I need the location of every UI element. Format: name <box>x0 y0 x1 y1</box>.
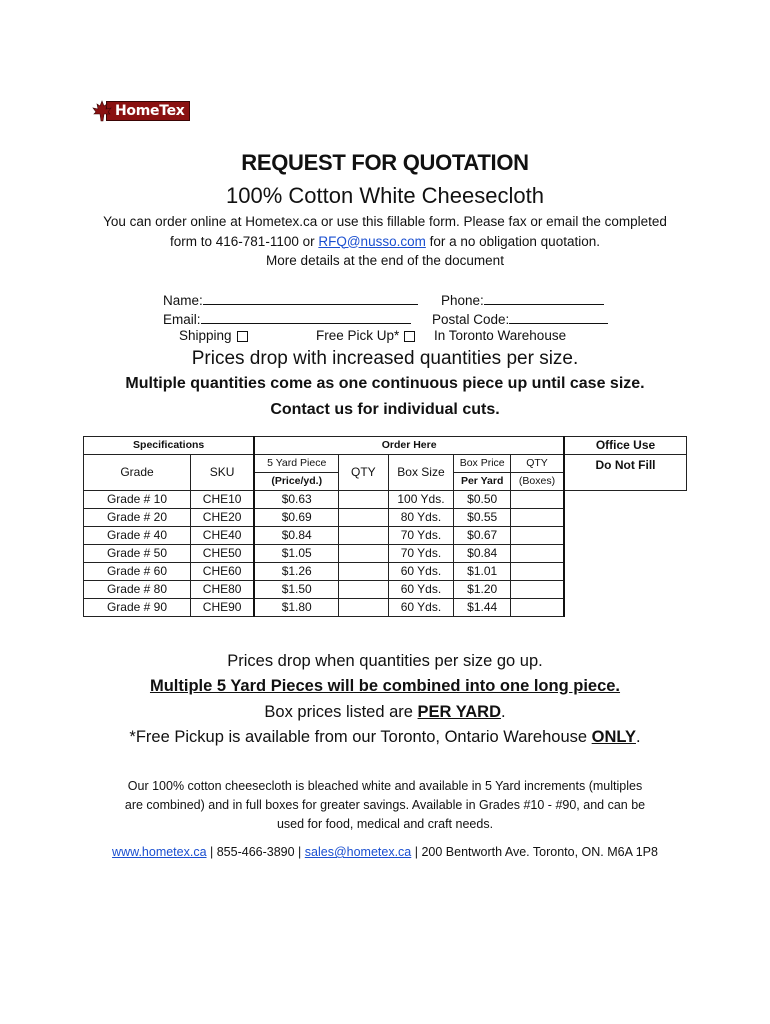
table-row <box>84 509 687 527</box>
free-pickup-suffix: . <box>635 728 641 746</box>
intro-line-3: More details at the end of the document <box>266 253 504 268</box>
maple-leaf-icon <box>92 100 112 122</box>
specifications-header: Specifications <box>84 437 255 455</box>
footer-phone: | 855-466-3890 | <box>206 845 305 859</box>
grade-cell: Grade # 90 <box>84 599 191 617</box>
box-size-cell: 60 Yds. <box>388 563 454 581</box>
grade-cell: Grade # 40 <box>84 527 191 545</box>
price-5yd-cell: $0.84 <box>254 527 338 545</box>
sales-email-link[interactable]: sales@hometex.ca <box>304 845 412 859</box>
pickup-option[interactable] <box>316 328 415 343</box>
grade-cell: Grade # 50 <box>84 545 191 563</box>
table-row <box>84 491 687 509</box>
table-row <box>84 599 687 617</box>
grade-cell: Grade # 10 <box>84 491 191 509</box>
warehouse-label: In Toronto Warehouse <box>434 328 567 343</box>
page-subtitle: 100% Cotton White Cheesecloth <box>226 183 544 208</box>
qty-boxes-input-cell[interactable] <box>510 563 564 581</box>
col-qty-header: QTY <box>339 455 388 491</box>
phone-input-line[interactable] <box>484 290 604 305</box>
qty-input-cell[interactable] <box>339 563 388 581</box>
col-5yd-header: 5 Yard Piece <box>254 455 338 473</box>
sku-cell: CHE90 <box>191 599 255 617</box>
box-size-cell: 60 Yds. <box>388 599 454 617</box>
office-use-cell <box>564 455 686 491</box>
sku-cell: CHE20 <box>191 509 255 527</box>
prices-drop-bottom-note: Prices drop when quantities per size go up. <box>227 652 543 670</box>
email-input-line[interactable] <box>201 309 411 324</box>
footer-contact <box>0 845 770 859</box>
grade-cell: Grade # 80 <box>84 581 191 599</box>
email-label: Email: <box>163 312 201 327</box>
table-body <box>84 491 687 617</box>
table-row <box>84 563 687 581</box>
table-column-header <box>84 455 687 473</box>
description-line-1: Our 100% cotton cheesecloth is bleached white and available in 5 Yard increments (multiples <box>127 779 643 793</box>
price-5yd-cell: $0.63 <box>254 491 338 509</box>
phone-field[interactable] <box>441 290 604 308</box>
box-price-cell: $1.44 <box>454 599 511 617</box>
box-size-cell: 60 Yds. <box>388 581 454 599</box>
shipping-checkbox[interactable] <box>237 331 248 342</box>
qty-boxes-input-cell[interactable] <box>510 545 564 563</box>
description-line-3: used for food, medical and craft needs. <box>276 817 494 831</box>
price-5yd-cell: $0.69 <box>254 509 338 527</box>
contact-note: Contact us for individual cuts. <box>270 401 500 418</box>
box-price-cell: $1.01 <box>454 563 511 581</box>
free-pickup-note <box>0 728 770 747</box>
sku-cell: CHE80 <box>191 581 255 599</box>
col-boxprice-subheader: Per Yard <box>454 473 511 491</box>
box-price-cell: $0.67 <box>454 527 511 545</box>
prices-drop-note: Prices drop with increased quantities per size. <box>191 348 579 369</box>
combined-pieces-note: Multiple 5 Yard Pieces will be combined into one long piece. <box>149 677 621 695</box>
grade-cell: Grade # 20 <box>84 509 191 527</box>
box-price-cell: $0.55 <box>454 509 511 527</box>
sku-cell: CHE40 <box>191 527 255 545</box>
table-row <box>84 527 687 545</box>
box-price-cell: $0.50 <box>454 491 511 509</box>
email-field[interactable] <box>163 309 411 327</box>
office-use-header: Office Use <box>564 437 686 455</box>
box-price-cell: $0.84 <box>454 545 511 563</box>
col-qtyboxes-header: QTY <box>510 455 564 473</box>
col-qtyboxes-subheader: (Boxes) <box>510 473 564 491</box>
box-size-cell: 100 Yds. <box>388 491 454 509</box>
col-boxprice-header: Box Price <box>454 455 511 473</box>
qty-boxes-input-cell[interactable] <box>510 491 564 509</box>
sku-cell: CHE50 <box>191 545 255 563</box>
table-group-header <box>84 437 687 455</box>
intro-text <box>0 212 770 271</box>
intro-line-2-suffix: for a no obligation quotation. <box>425 233 600 249</box>
phone-label: Phone: <box>441 293 484 308</box>
do-not-fill-label: Do Not Fill <box>595 458 656 472</box>
free-pickup-prefix: *Free Pickup is available from our Toronto, Ontario Warehouse <box>129 728 592 746</box>
hometex-logo <box>92 98 190 124</box>
product-description <box>0 777 770 834</box>
table-row <box>84 545 687 563</box>
logo-text: HomeTex <box>106 101 190 121</box>
shipping-option[interactable] <box>179 328 248 343</box>
qty-boxes-input-cell[interactable] <box>510 527 564 545</box>
qty-input-cell[interactable] <box>339 599 388 617</box>
postal-field[interactable] <box>432 309 608 327</box>
sku-cell: CHE60 <box>191 563 255 581</box>
box-size-cell: 70 Yds. <box>388 545 454 563</box>
qty-input-cell[interactable] <box>339 509 388 527</box>
free-pickup-emph: ONLY <box>591 728 636 746</box>
per-yard-suffix: . <box>501 703 506 721</box>
name-input-line[interactable] <box>203 290 418 305</box>
quotation-table <box>83 436 687 617</box>
qty-input-cell[interactable] <box>339 527 388 545</box>
name-field[interactable] <box>163 290 418 308</box>
order-here-header: Order Here <box>254 437 564 455</box>
per-yard-emph: PER YARD <box>417 703 501 721</box>
intro-line-2 <box>0 232 770 252</box>
qty-boxes-input-cell[interactable] <box>510 509 564 527</box>
col-5yd-subheader: (Price/yd.) <box>254 473 338 491</box>
qty-input-cell[interactable] <box>339 581 388 599</box>
qty-input-cell[interactable] <box>339 545 388 563</box>
per-yard-prefix: Box prices listed are <box>264 703 418 721</box>
col-grade-header: Grade <box>84 455 191 491</box>
grade-cell: Grade # 60 <box>84 563 191 581</box>
qty-input-cell[interactable] <box>339 491 388 509</box>
page-title: REQUEST FOR QUOTATION <box>241 150 529 175</box>
website-link[interactable]: www.hometex.ca <box>112 845 207 859</box>
postal-input-line[interactable] <box>509 309 608 324</box>
qty-boxes-input-cell[interactable] <box>510 599 564 617</box>
footer-address: | 200 Bentworth Ave. Toronto, ON. M6A 1P8 <box>411 845 658 859</box>
price-5yd-cell: $1.26 <box>254 563 338 581</box>
qty-boxes-input-cell[interactable] <box>510 581 564 599</box>
description-line-2: are combined) and in full boxes for greater savings. Available in Grades #10 - #90, and can be <box>124 798 646 812</box>
price-5yd-cell: $1.80 <box>254 599 338 617</box>
postal-label: Postal Code: <box>432 312 510 327</box>
intro-line-1: You can order online at Hometex.ca or use this fillable form. Please fax or email the completed <box>103 214 667 229</box>
col-boxsize-header: Box Size <box>388 455 454 491</box>
box-size-cell: 70 Yds. <box>388 527 454 545</box>
box-price-cell: $1.20 <box>454 581 511 599</box>
pickup-checkbox[interactable] <box>404 331 415 342</box>
rfq-email-link[interactable]: RFQ@nusso.com <box>318 233 426 249</box>
box-size-cell: 80 Yds. <box>388 509 454 527</box>
col-sku-header: SKU <box>191 455 255 491</box>
per-yard-note <box>0 703 770 722</box>
intro-line-2-prefix: form to 416-781-1100 or <box>170 233 319 249</box>
price-5yd-cell: $1.50 <box>254 581 338 599</box>
table-row <box>84 581 687 599</box>
sku-cell: CHE10 <box>191 491 255 509</box>
multiple-quantities-note: Multiple quantities come as one continuous piece up until case size. <box>125 375 645 392</box>
name-label: Name: <box>163 293 203 308</box>
pickup-label: Free Pick Up* <box>316 328 400 343</box>
price-5yd-cell: $1.05 <box>254 545 338 563</box>
shipping-label: Shipping <box>179 328 232 343</box>
